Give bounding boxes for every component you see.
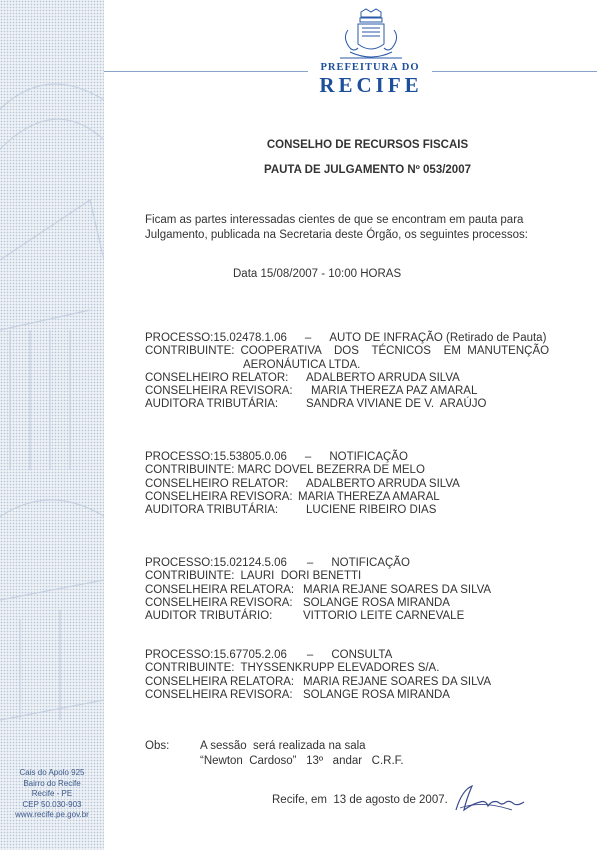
auditor-name: SANDRA VIVIANE DE V. ARAÚJO (306, 398, 487, 411)
contribuinte-row (145, 662, 585, 675)
process-header (145, 557, 585, 570)
address-line: Bairro do Recife (23, 778, 81, 788)
revisor-row (145, 689, 585, 702)
relator-row (145, 676, 585, 689)
process-number: PROCESSO:15.67705.2.06 (145, 649, 287, 661)
process-type: CONSULTA (331, 649, 393, 661)
revisor-label: CONSELHEIRA REVISORA: (145, 688, 293, 701)
relator-label: CONSELHEIRA RELATORA: (145, 583, 295, 596)
process-block (145, 332, 585, 412)
document-title: CONSELHO DE RECURSOS FISCAIS (266, 139, 469, 151)
revisor-row (145, 385, 585, 398)
revisor-label: CONSELHEIRA REVISORA: (145, 596, 293, 609)
contribuinte-row (145, 570, 585, 583)
process-dash: – (304, 451, 312, 463)
relator-name: ADALBERTO ARRUDA SILVA (306, 477, 460, 490)
process-number: PROCESSO:15.02124.5.06 (145, 557, 287, 569)
process-block (145, 557, 585, 623)
relator-row (145, 478, 585, 491)
relator-row (145, 372, 585, 385)
contribuinte-row (145, 345, 585, 358)
auditor-label: AUDITORA TRIBUTÁRIA: (145, 504, 279, 517)
intro-paragraph: Ficam as partes interessadas cientes de que se encontram em pauta para Julgamento, publicada na Secretaria deste Órgão, os seguintes processos: (145, 214, 528, 241)
contribuinte-label: CONTRIBUINTE: (145, 345, 235, 358)
relator-name: ADALBERTO ARRUDA SILVA (306, 371, 460, 384)
revisor-row (145, 597, 585, 610)
revisor-row (145, 491, 585, 504)
process-dash: – (306, 649, 314, 661)
contribuinte-label: CONTRIBUINTE: (145, 662, 235, 675)
obs-line-1: A sessão será realizada na sala (200, 740, 366, 752)
address-line: Cais do Apolo 925 (19, 768, 85, 777)
contribuinte-name-cont: AERONÁUTICA LTDA. (243, 358, 361, 371)
revisor-name: MARIA THEREZA AMARAL (298, 490, 440, 503)
session-date: Data 15/08/2007 - 10:00 HORAS (233, 268, 402, 280)
letterhead-city: RECIFE (319, 73, 423, 97)
contribuinte-name: THYSSENKRUPP ELEVADORES S/A. (240, 662, 440, 675)
auditor-label: AUDITOR TRIBUTÁRIO: (145, 610, 273, 623)
revisor-name: SOLANGE ROSA MIRANDA (303, 596, 450, 609)
relator-name: MARIA REJANE SOARES DA SILVA (303, 583, 492, 596)
process-block (145, 451, 585, 517)
revisor-label: CONSELHEIRA REVISORA: (145, 490, 293, 503)
city-coat-of-arms-icon (336, 8, 406, 64)
relator-row (145, 584, 585, 597)
address-line: Recife - PE (31, 789, 73, 798)
contribuinte-row (145, 464, 585, 477)
process-dash: – (306, 557, 314, 569)
relator-label: CONSELHEIRO RELATOR: (145, 477, 289, 490)
process-type: NOTIFICAÇÃO (329, 451, 408, 463)
contribuinte-continuation (145, 359, 585, 372)
handwritten-signature (452, 780, 532, 820)
process-type: AUTO DE INFRAÇÃO (Retirado de Pauta) (329, 332, 547, 344)
letterhead-prefeitura: PREFEITURA DO (308, 62, 432, 73)
contribuinte-name: LAURI DORI BENETTI (240, 570, 362, 583)
process-block (145, 649, 585, 702)
relator-label: CONSELHEIRO RELATOR: (145, 371, 289, 384)
relator-name: MARIA REJANE SOARES DA SILVA (303, 675, 492, 688)
auditor-label: AUDITORA TRIBUTÁRIA: (145, 398, 279, 411)
process-dash: – (304, 332, 312, 344)
obs-label: Obs: (145, 740, 170, 752)
address-line[interactable]: www.recife.pe.gov.br (15, 810, 89, 819)
contribuinte-name: COOPERATIVA DOS TÉCNICOS EM MANUTENÇÃO (240, 345, 550, 358)
process-type: NOTIFICAÇÃO (331, 557, 410, 569)
contribuinte-label: CONTRIBUINTE: (145, 570, 235, 583)
revisor-name: MARIA THEREZA PAZ AMARAL (311, 385, 478, 398)
process-number: PROCESSO:15.53805.0.06 (145, 451, 287, 463)
revisor-label: CONSELHEIRA REVISORA: (145, 385, 293, 398)
decorative-sidebar (0, 0, 104, 850)
contribuinte-label: CONTRIBUINTE: (145, 464, 235, 477)
auditor-row (145, 504, 585, 517)
auditor-row (145, 398, 585, 411)
process-header (145, 332, 585, 345)
document-subtitle: PAUTA DE JULGAMENTO Nº 053/2007 (264, 164, 471, 176)
institution-address (0, 768, 104, 821)
auditor-row (145, 610, 585, 623)
obs-line-2: “Newton Cardoso” 13º andar C.R.F. (200, 755, 404, 767)
address-line: CEP 50.030-903 (22, 799, 82, 809)
auditor-name: VITTORIO LEITE CARNEVALE (303, 610, 465, 623)
process-header (145, 451, 585, 464)
revisor-name: SOLANGE ROSA MIRANDA (303, 688, 450, 701)
process-header (145, 649, 585, 662)
relator-label: CONSELHEIRA RELATORA: (145, 675, 295, 688)
process-number: PROCESSO:15.02478.1.06 (145, 332, 287, 344)
contribuinte-name: MARC DOVEL BEZERRA DE MELO (237, 464, 425, 477)
sidebar-architecture-watermark (0, 0, 104, 850)
auditor-name: LUCIENE RIBEIRO DIAS (306, 504, 437, 517)
signoff-date: Recife, em 13 de agosto de 2007. (272, 794, 448, 806)
